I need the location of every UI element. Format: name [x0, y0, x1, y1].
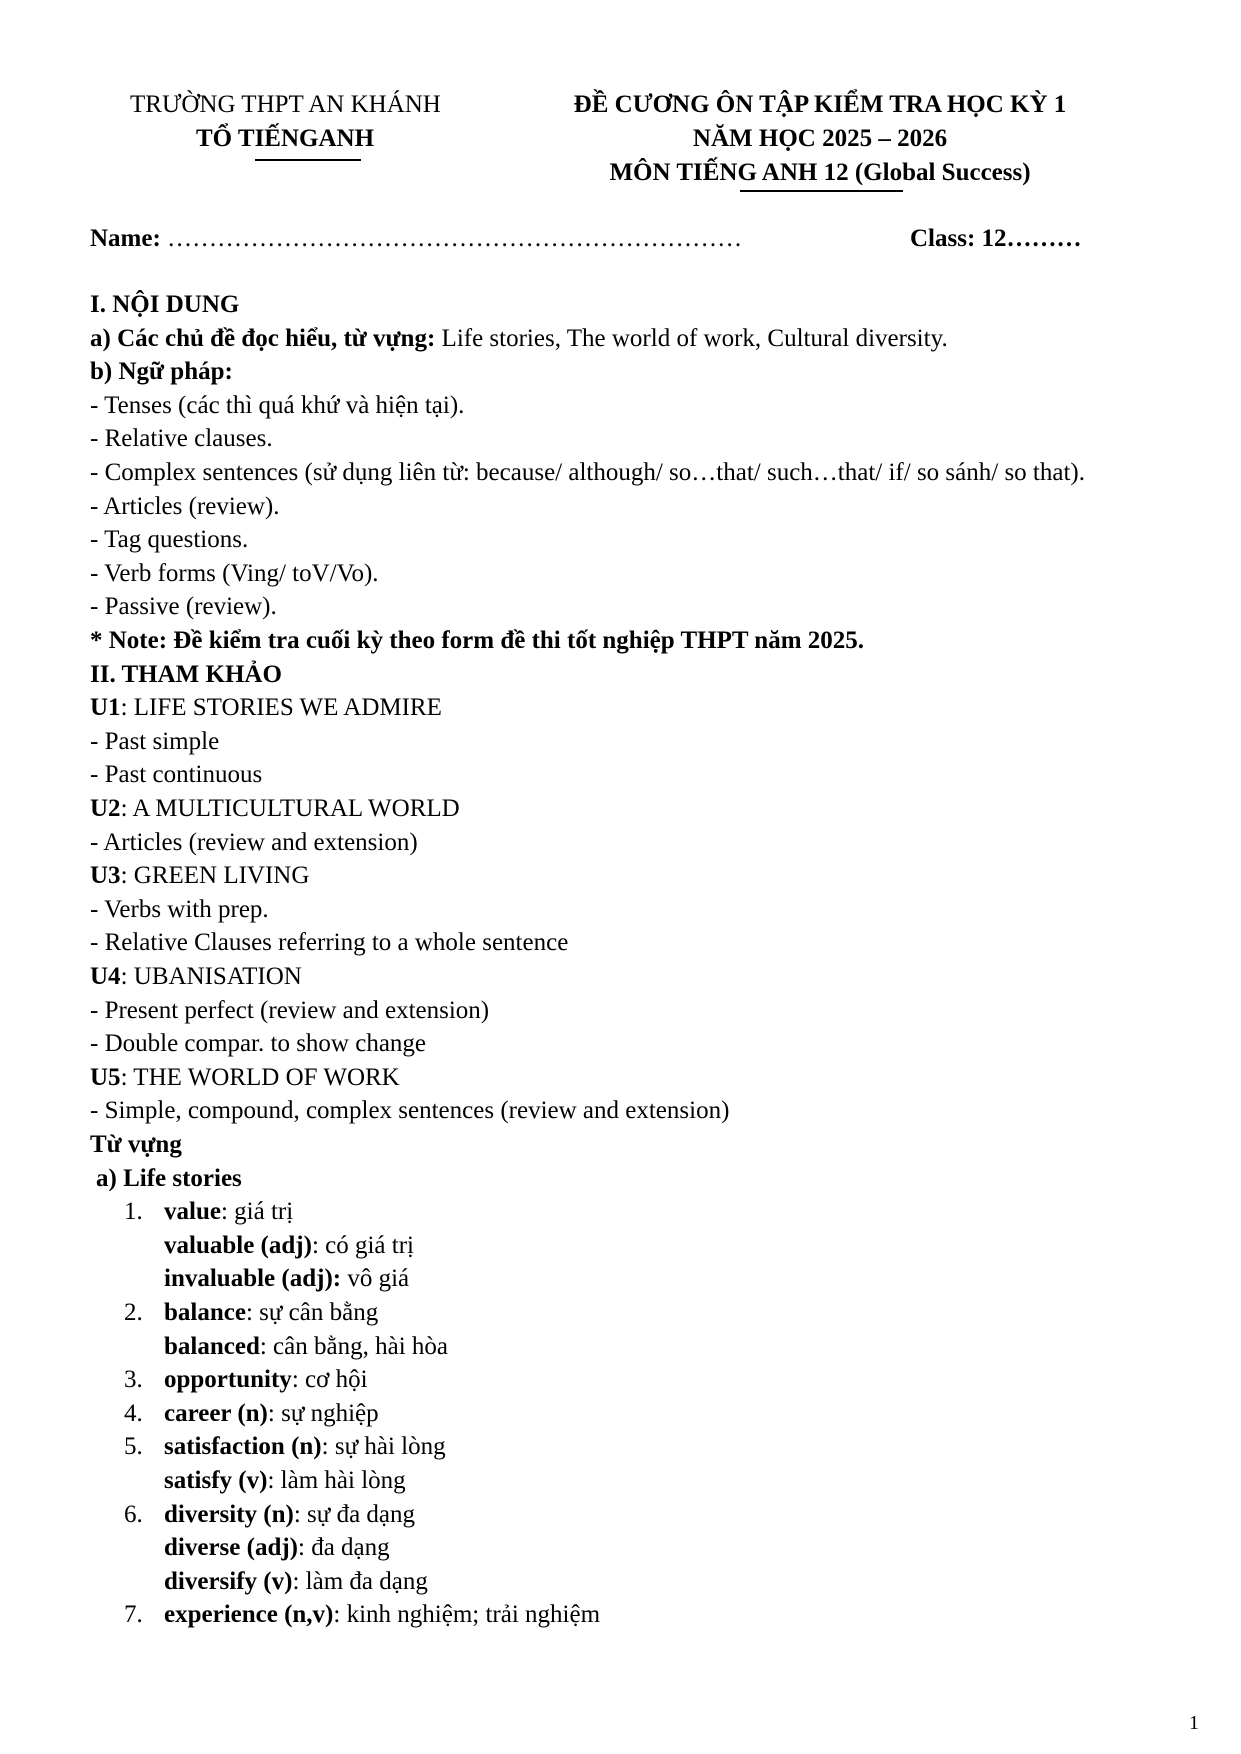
vocab-meaning: : cơ hội [291, 1366, 368, 1394]
unit-code: U1 [90, 694, 121, 722]
vocab-term: satisfy (v) [164, 1467, 268, 1494]
topics-text: Life stories, The world of work, Cultural diversity. [435, 324, 948, 352]
unit-title [90, 691, 442, 725]
exam-note: * Note: Đề kiểm tra cuối kỳ theo form đề thi tốt nghiệp THPT năm 2025. [90, 627, 865, 654]
grammar-heading: b) Ngữ pháp: [90, 358, 233, 386]
unit-grammar-item: - Verbs with prep. [90, 895, 269, 923]
vocab-number: 4. [124, 1399, 143, 1427]
vocab-entry [164, 1330, 448, 1364]
section-2-heading: II. THAM KHẢO [90, 660, 282, 688]
vocab-number: 6. [124, 1500, 143, 1528]
unit-grammar-item: - Past continuous [90, 761, 263, 789]
vocab-entry [164, 1464, 406, 1498]
vocab-term: diverse (adj) [164, 1534, 298, 1562]
name-dots: …………………………………………………………… [167, 225, 743, 252]
unit-title [90, 960, 302, 994]
grammar-item: - Verb forms (Ving/ toV/Vo). [90, 559, 379, 587]
vocab-meaning: : sự đa dạng [293, 1500, 416, 1528]
vocab-entry [164, 1430, 446, 1464]
page-number: 1 [1189, 1712, 1199, 1734]
vocab-entry [164, 1397, 379, 1431]
vocab-entry [164, 1296, 378, 1330]
name-label: Name: [90, 225, 161, 252]
vocab-term: opportunity [164, 1366, 292, 1394]
vocab-meaning: : đa dạng [298, 1534, 390, 1562]
vocab-meaning: : làm hài lòng [267, 1467, 406, 1494]
title-line-1: ĐỀ CƯƠNG ÔN TẬP KIỂM TRA HỌC KỲ 1 [573, 91, 1067, 118]
vocab-term: balance [164, 1299, 246, 1326]
grammar-item: - Passive (review). [90, 593, 277, 621]
vocab-heading: Từ vựng [90, 1131, 182, 1158]
vocab-entry [164, 1565, 428, 1599]
title-line-3: MÔN TIẾNG ANH 12 (Global Success) [609, 159, 1031, 186]
grammar-item: - Articles (review). [90, 492, 280, 520]
vocab-term: value [164, 1198, 221, 1226]
grammar-item: - Tag questions. [90, 526, 249, 554]
unit-name: : THE WORLD OF WORK [120, 1063, 400, 1091]
grammar-item: - Complex sentences (sử dụng liên từ: because/ although/ so…that/ such…that/ if/ so sánh/ so that). [90, 459, 1085, 486]
class-field: Class: 12……… [910, 225, 1082, 252]
vocab-term: experience (n,v) [164, 1601, 334, 1629]
unit-code: U3 [90, 862, 121, 890]
vocab-meaning: : giá trị [220, 1198, 294, 1226]
vocab-term: invaluable (adj): [164, 1265, 342, 1293]
vocab-meaning: vô giá [341, 1265, 410, 1293]
vocab-term: valuable (adj) [164, 1231, 312, 1259]
vocab-term: balanced [164, 1332, 260, 1360]
vocab-meaning: : làm đa dạng [292, 1567, 428, 1595]
unit-grammar-item: - Simple, compound, complex sentences (review and extension) [90, 1097, 730, 1125]
vocab-term: career (n) [164, 1399, 268, 1427]
unit-grammar-item: - Double compar. to show change [90, 1030, 427, 1058]
title-line-2: NĂM HỌC 2025 – 2026 [692, 125, 948, 152]
document-title [540, 88, 1100, 190]
unit-code: U5 [90, 1063, 121, 1091]
vocab-number: 2. [124, 1299, 143, 1326]
vocab-meaning: : sự hài lòng [321, 1433, 446, 1461]
vocab-entry [164, 1262, 409, 1296]
vocab-entry [164, 1531, 390, 1565]
topics-label: a) Các chủ đề đọc hiểu, từ vựng: [90, 324, 436, 352]
vocab-meaning: : sự cân bằng [245, 1299, 379, 1326]
unit-grammar-item: - Articles (review and extension) [90, 828, 418, 856]
vocab-meaning: : sự nghiệp [267, 1399, 379, 1427]
unit-name: : LIFE STORIES WE ADMIRE [120, 694, 442, 722]
vocab-entry [164, 1363, 368, 1397]
grammar-item: - Tenses (các thì quá khứ và hiện tại). [90, 391, 465, 419]
vocab-number: 7. [124, 1601, 143, 1629]
unit-grammar-item: - Relative Clauses referring to a whole sentence [90, 929, 569, 957]
topics-line [90, 322, 948, 356]
school-header [130, 88, 440, 156]
vocab-term: diversity (n) [164, 1500, 294, 1528]
vocab-meaning: : có giá trị [311, 1231, 414, 1259]
unit-grammar-item: - Past simple [90, 727, 220, 755]
vocab-entry [164, 1598, 600, 1632]
vocab-term: satisfaction (n) [164, 1433, 322, 1461]
grammar-item: - Relative clauses. [90, 425, 273, 453]
unit-grammar-item: - Present perfect (review and extension) [90, 996, 490, 1024]
unit-name: : A MULTICULTURAL WORLD [120, 795, 460, 822]
unit-title [90, 859, 309, 893]
school-name: TRƯỜNG THPT AN KHÁNH [130, 91, 441, 118]
vocab-entry [164, 1498, 415, 1532]
vocab-term: diversify (v) [164, 1567, 293, 1595]
vocab-subheading: a) Life stories [96, 1164, 242, 1192]
name-field [90, 222, 742, 256]
unit-title [90, 792, 460, 826]
title-underline [740, 190, 903, 192]
vocab-meaning: : kinh nghiệm; trải nghiệm [333, 1601, 601, 1629]
unit-name: : UBANISATION [120, 963, 302, 990]
department-underline [255, 159, 361, 161]
section-1-heading: I. NỘI DUNG [90, 291, 240, 318]
unit-code: U2 [90, 795, 121, 822]
vocab-meaning: : cân bằng, hài hòa [259, 1332, 448, 1360]
department-name: TỔ TIẾNGANH [195, 125, 375, 152]
vocab-number: 5. [124, 1433, 143, 1461]
vocab-entry [164, 1229, 414, 1263]
unit-title [90, 1061, 400, 1095]
unit-code: U4 [90, 963, 121, 990]
vocab-entry [164, 1195, 293, 1229]
vocab-number: 1. [124, 1198, 143, 1226]
unit-name: : GREEN LIVING [120, 862, 310, 890]
vocab-number: 3. [124, 1366, 143, 1394]
